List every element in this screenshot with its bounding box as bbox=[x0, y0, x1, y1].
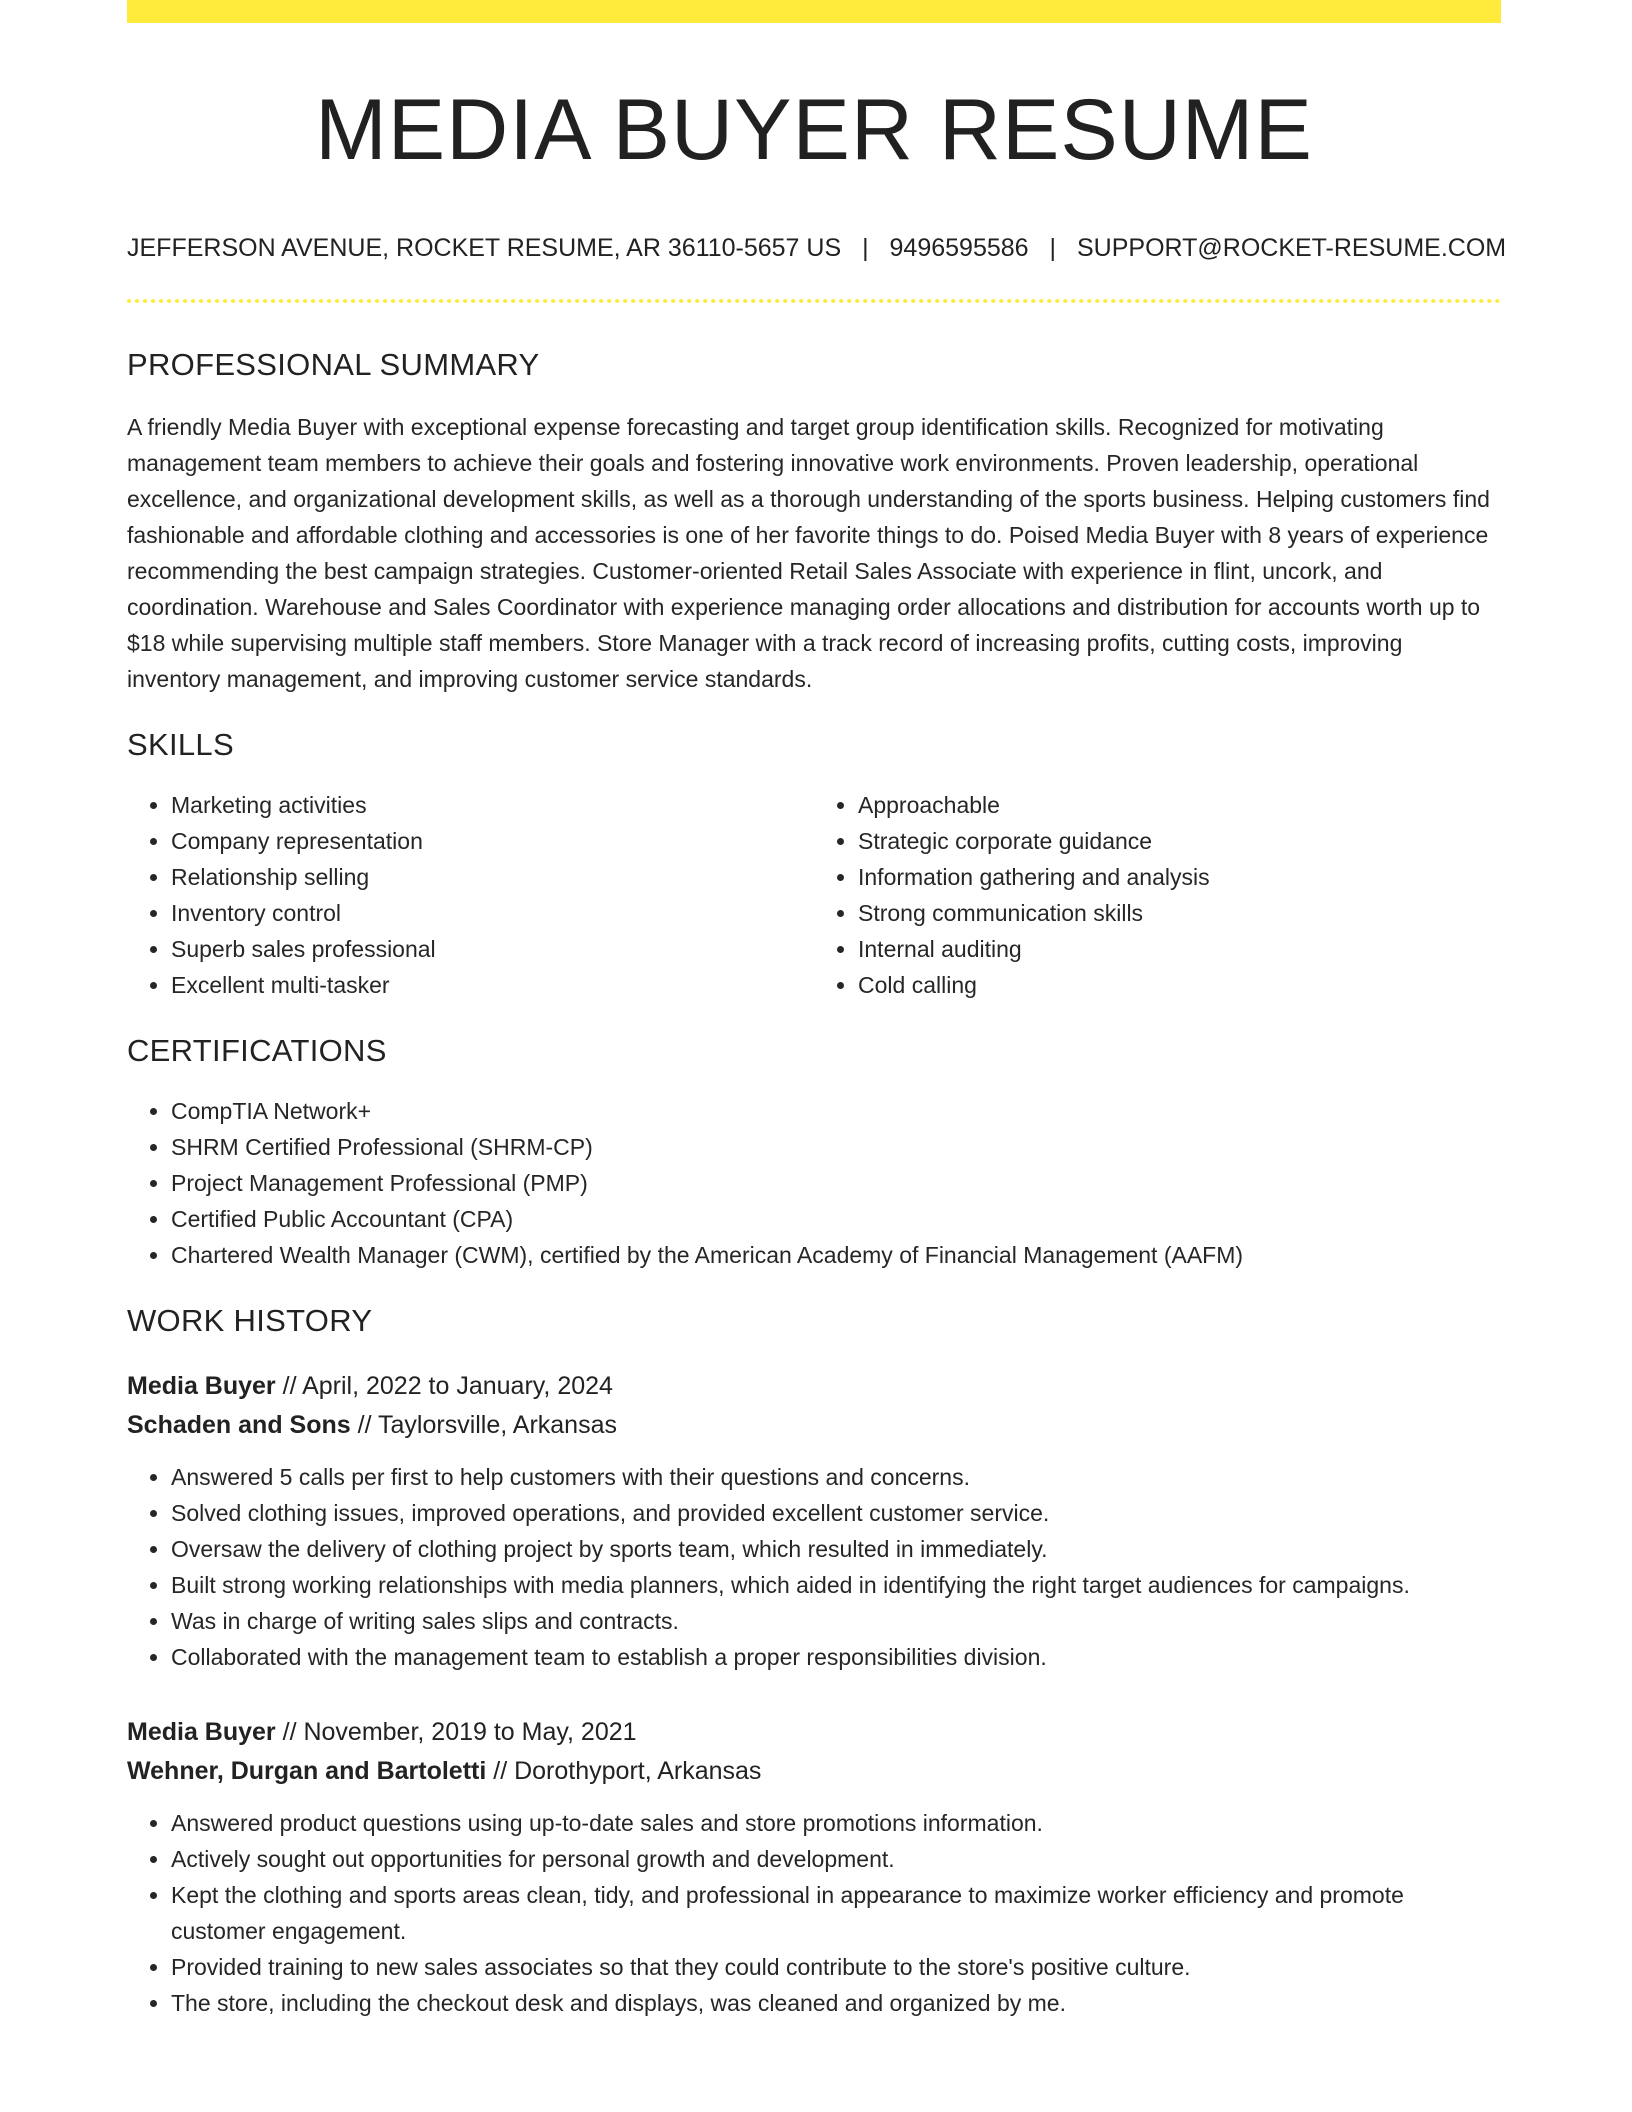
section-heading: WORK HISTORY bbox=[127, 1302, 373, 1338]
job-company: Wehner, Durgan and Bartoletti bbox=[127, 1756, 487, 1785]
resume-title: MEDIA BUYER RESUME bbox=[315, 82, 1313, 178]
dotted-divider bbox=[127, 299, 1501, 303]
job-duty: • Solved clothing issues, improved operations, and provided excellent customer service. bbox=[171, 1495, 1501, 1531]
certifications-section bbox=[127, 1033, 1501, 1273]
skill-item: • Approachable bbox=[858, 787, 1501, 823]
job-duty: • Kept the clothing and sports areas clean, tidy, and professional in appearance to maximize worker efficiency and promote customer engagement. bbox=[171, 1877, 1501, 1949]
job-title: Media Buyer bbox=[127, 1717, 276, 1746]
job-location: // Taylorsville, Arkansas bbox=[350, 1410, 617, 1439]
resume-page bbox=[127, 0, 1507, 2021]
certification-item: • Project Management Professional (PMP) bbox=[171, 1165, 1501, 1201]
skills-section bbox=[127, 727, 1501, 1003]
job-duty: • Collaborated with the management team to establish a proper responsibilities division. bbox=[171, 1639, 1501, 1675]
job-duty: • Built strong working relationships with media planners, which aided in identifying the right target audiences for campaigns. bbox=[171, 1567, 1501, 1603]
skills-list-left bbox=[127, 787, 814, 1003]
job-company-line bbox=[127, 1752, 1501, 1791]
job-dates: // November, 2019 to May, 2021 bbox=[275, 1717, 637, 1746]
professional-summary-section bbox=[127, 347, 1501, 697]
job-duties-list bbox=[127, 1805, 1501, 2021]
job-duty: • The store, including the checkout desk and displays, was cleaned and organized by me. bbox=[171, 1985, 1501, 2021]
contact-phone: 9496595586 bbox=[889, 233, 1029, 262]
job-location: // Dorothyport, Arkansas bbox=[486, 1756, 762, 1785]
certification-item: • CompTIA Network+ bbox=[171, 1093, 1501, 1129]
job-entry bbox=[127, 1713, 1501, 2021]
certification-item: • SHRM Certified Professional (SHRM-CP) bbox=[171, 1129, 1501, 1165]
job-company-line bbox=[127, 1406, 1501, 1445]
job-duty: • Provided training to new sales associates so that they could contribute to the store's positive culture. bbox=[171, 1949, 1501, 1985]
top-accent-bar bbox=[127, 0, 1501, 23]
job-duty: • Answered 5 calls per first to help customers with their questions and concerns. bbox=[171, 1459, 1501, 1495]
job-title-line bbox=[127, 1367, 1501, 1406]
contact-email: SUPPORT@ROCKET-RESUME.COM bbox=[1076, 233, 1507, 262]
job-duty: • Actively sought out opportunities for personal growth and development. bbox=[171, 1841, 1501, 1877]
skill-item: • Strategic corporate guidance bbox=[858, 823, 1501, 859]
certification-item: • Certified Public Accountant (CPA) bbox=[171, 1201, 1501, 1237]
job-company: Schaden and Sons bbox=[127, 1410, 351, 1439]
section-heading: CERTIFICATIONS bbox=[127, 1032, 387, 1068]
work-history-section bbox=[127, 1303, 1501, 2021]
skill-item: • Internal auditing bbox=[858, 931, 1501, 967]
skill-item: • Information gathering and analysis bbox=[858, 859, 1501, 895]
skill-item: • Marketing activities bbox=[171, 787, 814, 823]
skill-item: • Cold calling bbox=[858, 967, 1501, 1003]
skill-item: • Company representation bbox=[171, 823, 814, 859]
job-duty: • Answered product questions using up-to-date sales and store promotions information. bbox=[171, 1805, 1501, 1841]
job-title: Media Buyer bbox=[127, 1371, 276, 1400]
certification-item: • Chartered Wealth Manager (CWM), certified by the American Academy of Financial Management (AAFM) bbox=[171, 1237, 1501, 1273]
certifications-list bbox=[127, 1093, 1501, 1273]
skill-item: • Strong communication skills bbox=[858, 895, 1501, 931]
skills-columns bbox=[127, 763, 1501, 1003]
summary-text: A friendly Media Buyer with exceptional expense forecasting and target group identification skills. Recognized for motivating management team members to achieve their goals and fostering innovative work environments. Proven leadership, operational excellence, and organizational development skills, as well as a thorough understanding of the sports business. Helping customers find fashionable and affordable clothing and accessories is one of her favorite things to do. Poised Media Buyer with 8 years of experience recommending the best campaign strategies. Customer-oriented Retail Sales Associate with experience in flint, uncork, and coordination. Warehouse and Sales Coordinator with experience managing order allocations and distribution for accounts worth up to $18 while supervising multiple staff members. Store Manager with a track record of increasing profits, cutting costs, improving inventory management, and improving customer service standards. bbox=[127, 413, 1490, 692]
section-heading: SKILLS bbox=[127, 726, 234, 762]
contact-separator: | bbox=[862, 233, 869, 262]
job-duty: • Oversaw the delivery of clothing project by sports team, which resulted in immediately. bbox=[171, 1531, 1501, 1567]
skill-item: • Superb sales professional bbox=[171, 931, 814, 967]
skill-item: • Relationship selling bbox=[171, 859, 814, 895]
skill-item: • Excellent multi-tasker bbox=[171, 967, 814, 1003]
job-dates: // April, 2022 to January, 2024 bbox=[275, 1371, 613, 1400]
job-entry bbox=[127, 1367, 1501, 1675]
section-heading: PROFESSIONAL SUMMARY bbox=[127, 346, 540, 382]
contact-address: JEFFERSON AVENUE, ROCKET RESUME, AR 36110-5657 US bbox=[127, 233, 842, 262]
skill-item: • Inventory control bbox=[171, 895, 814, 931]
contact-separator: | bbox=[1049, 233, 1057, 262]
contact-line bbox=[127, 233, 1507, 263]
job-duties-list bbox=[127, 1459, 1501, 1675]
skills-list-right bbox=[814, 787, 1501, 1003]
job-title-line bbox=[127, 1713, 1501, 1752]
job-duty: • Was in charge of writing sales slips and contracts. bbox=[171, 1603, 1501, 1639]
